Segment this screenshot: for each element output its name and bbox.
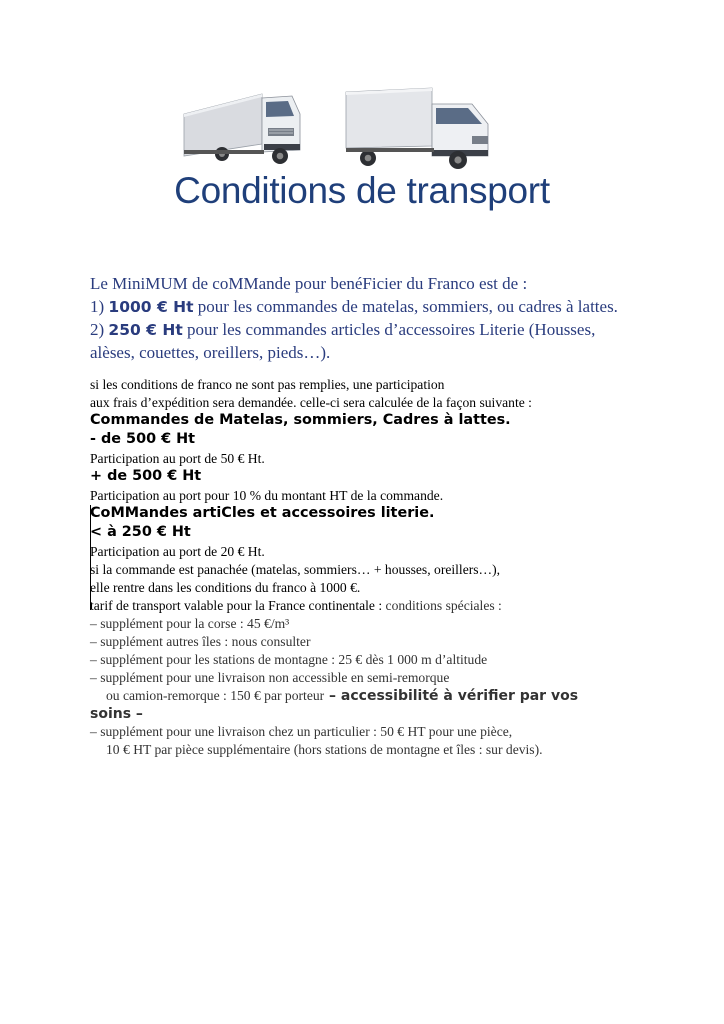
intro-line: Le MiniMUM de coMMande pour benéFicier du Franco est de : xyxy=(90,274,528,293)
section1-heading: Commandes de Matelas, sommiers, Cadres à lattes. xyxy=(90,412,511,428)
tarif-particulier: – supplément pour une livraison chez un particulier : 50 € HT pour une pièce, xyxy=(90,724,513,739)
access-note: – accessibilité à vérifier par vos xyxy=(324,688,579,704)
trucks-image xyxy=(182,84,492,174)
tarif-corse: – supplément pour la corse : 45 €/m³ xyxy=(90,616,290,631)
section1-sub1-text: Participation au port de 50 € Ht. xyxy=(90,451,265,466)
para-line-2: aux frais d’expédition sera demandée. celle-ci sera calculée de la façon suivante : xyxy=(90,395,532,410)
amount-250: 250 € Ht xyxy=(108,321,183,339)
section1-sub2: + de 500 € Ht xyxy=(90,468,202,484)
page-title: Conditions de transport xyxy=(174,170,550,211)
section2-line2: si la commande est panachée (matelas, sommiers… + housses, oreillers…), xyxy=(90,562,501,577)
tarif-iles: – supplément autres îles : nous consulter xyxy=(90,634,311,649)
tarif-semi: – supplément pour une livraison non accessible en semi-remorque xyxy=(90,670,450,685)
intro-item-2: 2) 250 € Ht pour les commandes articles d’accessoires Literie (Housses, xyxy=(90,320,596,339)
section2-line3: elle rentre dans les conditions du franco à 1000 €. xyxy=(90,580,361,595)
section1-sub2-text: Participation au port pour 10 % du montant HT de la commande. xyxy=(90,488,444,503)
tarif-particulier-2: 10 € HT par pièce supplémentaire (hors stations de montagne et îles : sur devis). xyxy=(106,742,543,757)
tarif-montagne: – supplément pour les stations de montagne : 25 € dès 1 000 m d’altitude xyxy=(90,652,488,667)
semi-truck-icon xyxy=(184,94,300,164)
tarif-soins: soins – xyxy=(90,706,143,722)
intro-item-2-cont: alèses, couettes, oreillers, pieds…). xyxy=(90,343,331,362)
section2-sub1: < à 250 € Ht xyxy=(90,524,191,540)
section1-sub1: - de 500 € Ht xyxy=(90,431,196,447)
section2-heading: CoMMandes artiCles et accessoires literie. xyxy=(90,505,435,521)
section2-sub1-text: Participation au port de 20 € Ht. xyxy=(90,544,265,559)
amount-1000: 1000 € Ht xyxy=(108,298,194,316)
tarif-label: tarif de transport valable pour la France continentale : conditions spéciales : xyxy=(90,598,502,613)
box-truck-icon xyxy=(346,88,488,169)
para-line-1: si les conditions de franco ne sont pas remplies, une participation xyxy=(90,377,445,392)
tarif-camion: ou camion-remorque : 150 € par porteur – accessibilité à vérifier par vos xyxy=(106,688,579,704)
intro-item-1: 1) 1000 € Ht pour les commandes de matelas, sommiers, ou cadres à lattes. xyxy=(90,297,618,316)
